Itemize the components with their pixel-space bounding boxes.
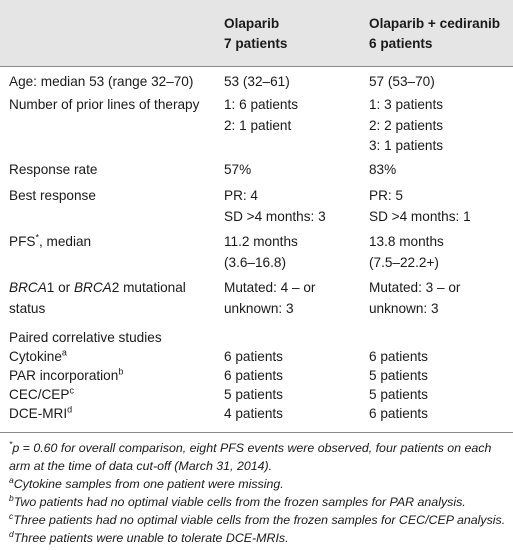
prior-combo-line: 3: 1 patients xyxy=(369,138,444,153)
footnote-mark: c xyxy=(9,510,14,521)
row-brca-combo xyxy=(369,278,460,319)
footnote-text: Three patients were unable to tolerate DCE-MRIs. xyxy=(13,531,289,545)
paired-item-label xyxy=(9,366,123,387)
brca-olaparib-line: Mutated: 4 – or xyxy=(224,280,316,295)
brca-olaparib-line: unknown: 3 xyxy=(224,300,294,316)
header-combo-count: 6 patients xyxy=(369,36,433,51)
footnote-a xyxy=(9,475,509,493)
row-age-label: Age: median 53 (range 32–70) xyxy=(9,74,194,89)
footnote-star-cont: arm at the time of data cut-off (March 31, 2014). xyxy=(9,459,273,473)
row-brca-olaparib xyxy=(224,278,315,319)
footnote-star xyxy=(9,439,509,457)
footnote-mark: d xyxy=(9,528,14,539)
table-header xyxy=(0,0,513,66)
best-combo-line: PR: 5 xyxy=(369,188,403,203)
pfs-olaparib-line: 11.2 months xyxy=(224,234,298,249)
row-paired-label: Paired correlative studies xyxy=(9,330,162,345)
footnote-text: Two patients had no optimal viable cells from the frozen samples for PAR analysis. xyxy=(13,495,466,509)
footnote-mark: b xyxy=(9,492,14,503)
prior-combo-line: 1: 3 patients xyxy=(369,97,444,112)
footnote-d xyxy=(9,529,509,547)
best-combo-line: SD >4 months: 1 xyxy=(369,208,471,224)
paired-item-combo: 5 patients xyxy=(369,368,428,383)
row-pfs-label xyxy=(9,232,91,253)
row-response-label: Response rate xyxy=(9,162,98,177)
prior-olaparib-line: 1: 6 patients xyxy=(224,97,299,112)
footnote-text: p = 0.60 for overall comparison, eight PFS events were observed, four patients on each xyxy=(12,441,492,455)
paired-item-combo: 5 patients xyxy=(369,387,428,402)
footnote-mark: * xyxy=(9,438,13,449)
footnote-text: Three patients had no optimal viable cells from the frozen samples for CEC/CEP analysis. xyxy=(13,513,506,527)
header-olaparib xyxy=(224,14,287,54)
paired-item-label xyxy=(9,347,67,368)
pfs-label-text: PFS xyxy=(9,234,36,249)
row-prior-olaparib xyxy=(224,95,298,136)
paired-item-combo: 6 patients xyxy=(369,349,428,364)
paired-item-label xyxy=(9,404,72,425)
paired-item-text: CEC/CEP xyxy=(9,387,70,402)
header-rule xyxy=(0,66,513,67)
paired-item-combo: 6 patients xyxy=(369,406,428,421)
row-age-olaparib: 53 (32–61) xyxy=(224,74,290,89)
row-response-combo: 83% xyxy=(369,162,397,177)
row-age-combo: 57 (53–70) xyxy=(369,74,435,89)
header-olaparib-count: 7 patients xyxy=(224,36,288,51)
brca-gene-2: BRCA xyxy=(73,280,112,295)
row-prior-combo xyxy=(369,95,443,157)
row-response-olaparib: 57% xyxy=(224,162,252,177)
pfs-label-suffix: , median xyxy=(38,234,92,249)
pfs-footnote-mark: * xyxy=(35,232,39,243)
brca-label-part: 2 mutational xyxy=(111,280,186,295)
pfs-combo-line: 13.8 months xyxy=(369,234,444,249)
row-pfs-combo xyxy=(369,232,444,273)
brca-label-line2: status xyxy=(9,300,46,316)
table-bottom-rule xyxy=(0,432,513,433)
pfs-olaparib-line: (3.6–16.8) xyxy=(224,254,286,270)
paired-item-text: Cytokine xyxy=(9,349,62,364)
brca-combo-line: Mutated: 3 – or xyxy=(369,280,461,295)
row-best-combo xyxy=(369,186,471,227)
pfs-combo-line: (7.5–22.2+) xyxy=(369,254,439,270)
footnote-c xyxy=(9,511,509,529)
paired-item-text: PAR incorporation xyxy=(9,368,119,383)
row-pfs-olaparib xyxy=(224,232,298,273)
best-olaparib-line: PR: 4 xyxy=(224,188,258,203)
footnote-mark: b xyxy=(118,366,124,377)
best-olaparib-line: SD >4 months: 3 xyxy=(224,208,326,224)
paired-item-label xyxy=(9,385,74,406)
brca-gene-1: BRCA xyxy=(9,280,47,295)
brca-combo-line: unknown: 3 xyxy=(369,300,439,316)
footnote-text: Cytokine samples from one patient were missing. xyxy=(13,477,284,491)
paired-item-olaparib: 4 patients xyxy=(224,406,283,421)
paired-item-olaparib: 5 patients xyxy=(224,387,283,402)
paired-item-text: DCE-MRI xyxy=(9,406,68,421)
row-brca-label xyxy=(9,278,186,319)
footnote-mark: d xyxy=(67,404,73,415)
prior-combo-line: 2: 2 patients xyxy=(369,117,444,133)
row-best-label: Best response xyxy=(9,188,96,203)
header-combo xyxy=(369,14,500,54)
footnote-mark: c xyxy=(69,385,74,396)
paired-item-olaparib: 6 patients xyxy=(224,349,283,364)
row-best-olaparib xyxy=(224,186,326,227)
brca-label-part: 1 or xyxy=(46,280,74,295)
prior-olaparib-line: 2: 1 patient xyxy=(224,117,292,133)
row-prior-label: Number of prior lines of therapy xyxy=(9,97,200,112)
footnote-b xyxy=(9,493,509,511)
paired-item-olaparib: 6 patients xyxy=(224,368,283,383)
header-olaparib-title: Olaparib xyxy=(224,16,280,31)
footnote-mark: a xyxy=(9,474,14,485)
header-combo-title: Olaparib + cediranib xyxy=(369,16,501,31)
footnotes xyxy=(9,439,509,547)
footnote-mark: a xyxy=(61,347,67,358)
